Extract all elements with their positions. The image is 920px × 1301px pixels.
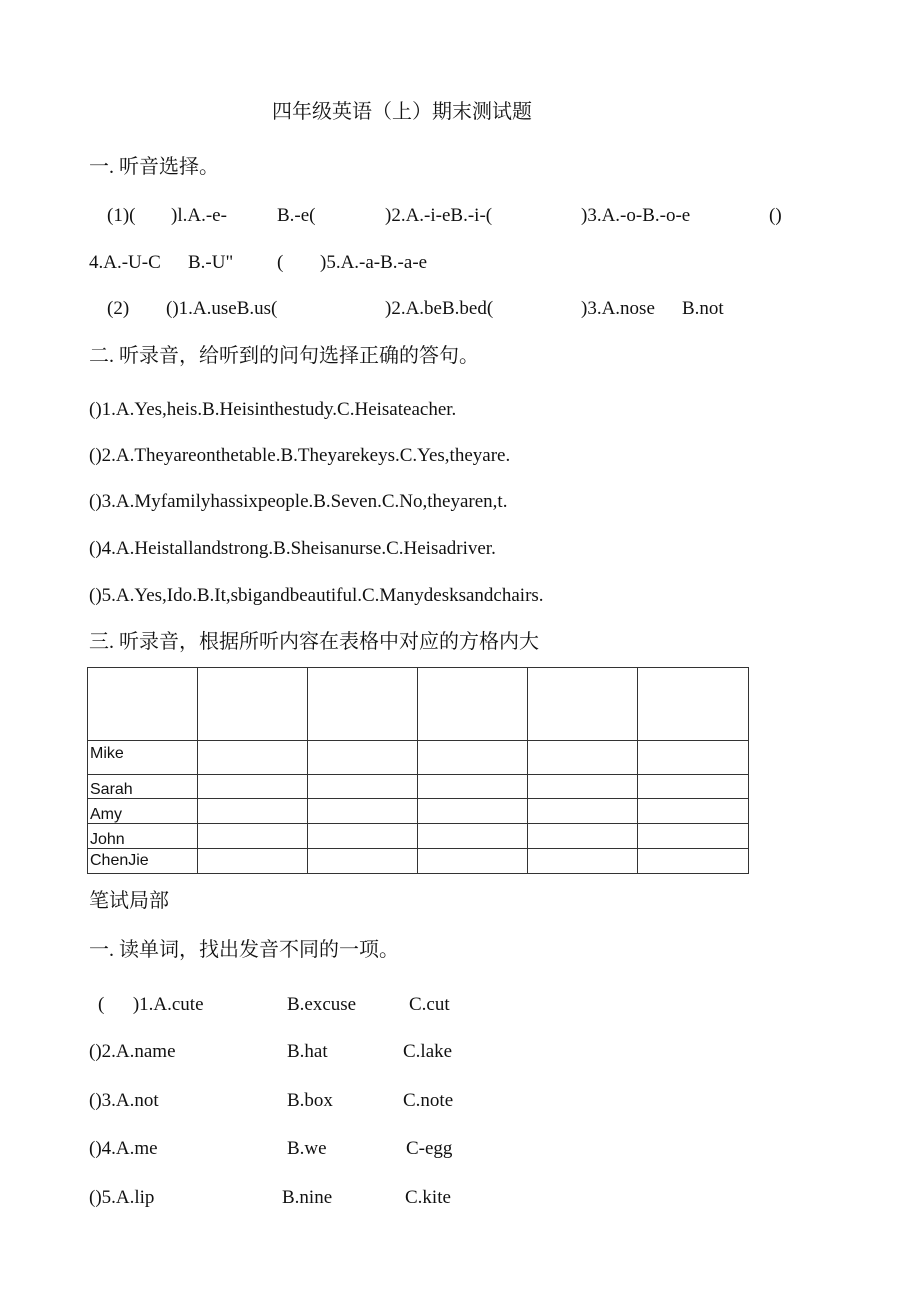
section-listening-table-heading: 三. 听录音，根据所听内容在表格中对应的方格内大 (89, 631, 539, 653)
question-item: ()1.A.Yes,heis.B.Heisinthestudy.C.Heisateacher. (89, 399, 457, 420)
table-cell (638, 741, 749, 775)
table-cell (528, 799, 638, 824)
row3-seg: ()1.A.useB.us( (166, 298, 278, 319)
row2-seg: )5.A.-a-B.-a-e (320, 252, 428, 273)
row3-seg: )3.A.nose (581, 298, 655, 319)
table-cell (308, 668, 418, 741)
table-cell (638, 668, 749, 741)
option-c: C.kite (405, 1187, 451, 1208)
option-b: B.nine (282, 1187, 333, 1208)
table-cell (528, 849, 638, 874)
table-row (88, 741, 749, 775)
table-row (88, 775, 749, 799)
table-cell (528, 824, 638, 849)
table-cell (198, 824, 308, 849)
table-row (88, 824, 749, 849)
option-c: C-egg (406, 1138, 453, 1159)
row2-seg: 4.A.-U-C (89, 252, 161, 273)
row2-seg: ( (277, 252, 284, 273)
option-c: C.note (403, 1090, 454, 1111)
row1-seg: (1)( (107, 205, 136, 226)
row3-seg: B.not (682, 298, 724, 319)
table-cell (308, 849, 418, 874)
table-cell (198, 849, 308, 874)
section-listening-answer-heading: 二. 听录音，给听到的问句选择正确的答句。 (89, 345, 479, 367)
row1-seg: )l.A.-e- (171, 205, 227, 226)
written-section-heading: 笔试局部 (89, 890, 169, 912)
table-cell (638, 849, 749, 874)
option-a: ()2.A.name (89, 1041, 176, 1062)
row3-seg: )2.A.beB.bed( (385, 298, 494, 319)
name-label: John (90, 831, 125, 848)
table-cell (88, 668, 198, 741)
option-b: B.box (287, 1090, 333, 1111)
table-cell (198, 775, 308, 799)
table-cell (528, 741, 638, 775)
section-pronunciation-heading: 一. 读单词，找出发音不同的一项。 (89, 939, 399, 961)
table-cell (638, 799, 749, 824)
row1-seg: )2.A.-i-eB.-i-( (385, 205, 493, 226)
option-b: B.excuse (287, 994, 357, 1015)
option-a: ()4.A.me (89, 1138, 158, 1159)
option-c: C.cut (409, 994, 450, 1015)
table-cell (418, 775, 528, 799)
table-row (88, 849, 749, 874)
table-cell (528, 775, 638, 799)
table-row (88, 799, 749, 824)
table-row-name (88, 849, 198, 874)
name-label: Mike (90, 745, 124, 762)
table-cell (308, 741, 418, 775)
row2-seg: B.-U" (188, 252, 234, 273)
table-cell (418, 799, 528, 824)
table-cell (198, 741, 308, 775)
question-item: ()5.A.Yes,Ido.B.It,sbigandbeautiful.C.Manydesksandchairs. (89, 585, 544, 606)
table-row-name (88, 775, 198, 799)
table-row-name (88, 741, 198, 775)
table-cell (198, 799, 308, 824)
option-c: C.lake (403, 1041, 453, 1062)
table-cell (638, 824, 749, 849)
option-b: B.hat (287, 1041, 328, 1062)
name-label: Amy (90, 806, 122, 823)
table-cell (308, 799, 418, 824)
table-cell (418, 741, 528, 775)
answer-table (87, 667, 749, 874)
question-item: ()4.A.Heistallandstrong.B.Sheisanurse.C.Heisadriver. (89, 538, 496, 559)
table-row-name (88, 799, 198, 824)
question-item: ()2.A.Theyareonthetable.B.Theyarekeys.C.Yes,theyare. (89, 445, 511, 466)
option-b: B.we (287, 1138, 327, 1159)
table-cell (638, 775, 749, 799)
option-a: ( )1.A.cute (98, 994, 204, 1015)
table-cell (198, 668, 308, 741)
name-label: ChenJie (90, 852, 149, 869)
row1-seg: () (769, 205, 782, 226)
table-cell (308, 775, 418, 799)
row1-seg: )3.A.-o-B.-o-e (581, 205, 691, 226)
question-item: ()3.A.Myfamilyhassixpeople.B.Seven.C.No,theyaren,t. (89, 491, 508, 512)
option-a: ()3.A.not (89, 1090, 159, 1111)
row1-seg: B.-e( (277, 205, 316, 226)
table-cell (528, 668, 638, 741)
option-a: ()5.A.lip (89, 1187, 155, 1208)
section-listening-choice-heading: 一. 听音选择。 (89, 156, 219, 178)
row3-seg: (2) (107, 298, 130, 319)
table-header-row (88, 668, 749, 741)
table-cell (308, 824, 418, 849)
table-cell (418, 849, 528, 874)
table-row-name (88, 824, 198, 849)
table-cell (418, 824, 528, 849)
name-label: Sarah (90, 781, 133, 798)
page-title: 四年级英语（上）期末测试题 (272, 101, 532, 123)
table-cell (418, 668, 528, 741)
